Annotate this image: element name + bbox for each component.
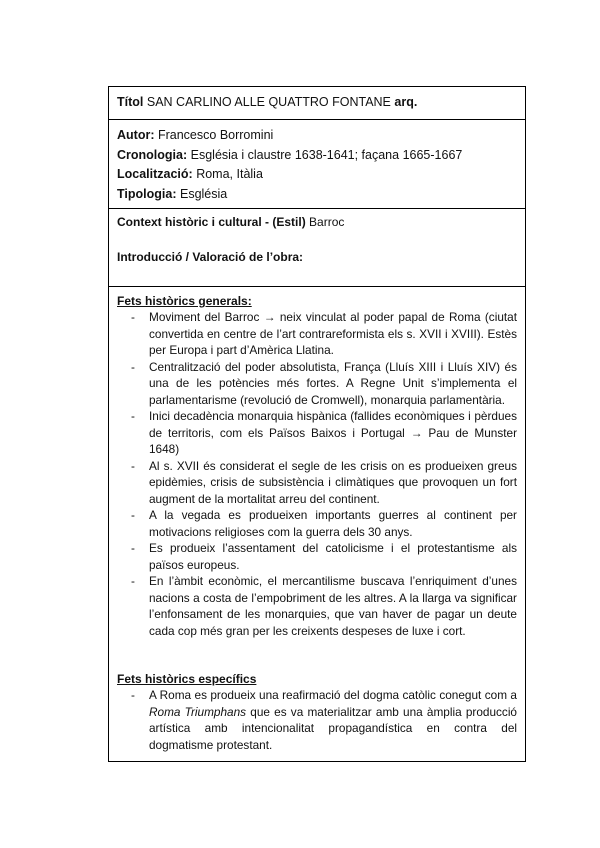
chronology-label: Cronologia: [117, 147, 188, 162]
list-bullet: - [131, 359, 135, 374]
list-item [117, 573, 517, 639]
intro-label: Introducció / Valoració de l’obra: [117, 250, 304, 264]
context-label: Context històric i cultural - (Estil) [117, 215, 306, 229]
title-value: SAN CARLINO ALLE QUATTRO FONTANE [146, 95, 391, 109]
list-bullet: - [131, 409, 135, 423]
list-item-text: En l’àmbit econòmic, el mercantilisme buscava l’enriquiment d’unes nacions a costa de l’empobriment de les altres. A la llarga va significar l’enfonsament de les monarquies, que van haver de pagar un deute cada cop més gran per les creixents despeses de luxe i cort. [149, 574, 517, 638]
context-line [117, 214, 517, 231]
section-spacer [117, 639, 517, 671]
typology-line [117, 185, 517, 205]
list-item [117, 540, 517, 573]
list-item-emphasis: Roma Triumphans [149, 704, 247, 719]
list-bullet: - [131, 688, 135, 702]
historical-facts-section [109, 287, 525, 761]
general-facts-list [117, 309, 517, 639]
list-bullet: - [131, 458, 135, 473]
specific-facts-list [117, 687, 517, 753]
list-item [117, 309, 517, 359]
author-label: Autor: [117, 128, 155, 142]
list-item [117, 507, 517, 540]
list-item-text-before: A Roma es produeix una reafirmació del dogma catòlic conegut com a [149, 688, 517, 702]
author-value: Francesco Borromini [157, 128, 274, 142]
chronology-line [117, 146, 517, 166]
list-item-text: Es produeix l’assentament del catolicisme i el protestantisme als països europeus. [149, 541, 517, 572]
list-bullet: - [131, 574, 135, 588]
list-item-text: Centralització del poder absolutista, França (Lluís XIII i Lluís XIV) és una de les potències més fortes. A Regne Unit s’implementa el parlamentarisme (revolució de Cromwell), monarquia parlamentària. [149, 359, 517, 407]
context-section [109, 209, 525, 287]
location-label: Localització: [117, 167, 193, 181]
location-line [117, 165, 517, 185]
typology-label: Tipologia: [117, 186, 177, 201]
title-suffix: arq. [394, 95, 418, 109]
list-item-text-after: que es va materialitzar amb una àmplia producció artística amb intencionalitat propagandística en contra del dogmatisme protestant. [149, 704, 517, 752]
specific-facts-heading: Fets històrics específics [117, 672, 257, 686]
author-line [117, 126, 517, 146]
list-bullet: - [131, 541, 135, 555]
metadata-section [109, 120, 525, 209]
list-item-text: A la vegada es produeixen importants guerres al continent per motivacions religioses com la guerra dels 30 anys. [149, 508, 517, 539]
typology-value: Església [179, 186, 228, 201]
list-item [117, 687, 517, 753]
list-item [117, 359, 517, 409]
document-table [108, 86, 526, 762]
list-bullet: - [131, 508, 135, 522]
chronology-value: Església i claustre 1638-1641; façana 1665-1667 [190, 147, 463, 162]
list-item [117, 458, 517, 508]
list-item-text: Inici decadència monarquia hispànica (fallides econòmiques i pèrdues de territoris, com els Països Baixos i Portugal → Pau de Munster 1648) [149, 409, 517, 456]
general-facts-heading: Fets històrics generals: [117, 294, 252, 308]
title-row [109, 87, 525, 120]
list-item-text: Moviment del Barroc → neix vinculat al poder papal de Roma (ciutat convertida en centre de l’art contrareformista els s. XVII i XVIII). Estès per Europa i part d’Amèrica Llatina. [149, 310, 517, 357]
list-item [117, 408, 517, 458]
location-value: Roma, Itàlia [196, 167, 263, 181]
list-item-text: Al s. XVII és considerat el segle de les crisis on es produeixen greus epidèmies, crisis de subsistència i climàtiques que provoquen un fort augment de la mortalitat arreu del continent. [149, 458, 517, 506]
list-bullet: - [131, 310, 135, 324]
title-label: Títol [117, 95, 144, 109]
context-value: Barroc [309, 215, 345, 229]
